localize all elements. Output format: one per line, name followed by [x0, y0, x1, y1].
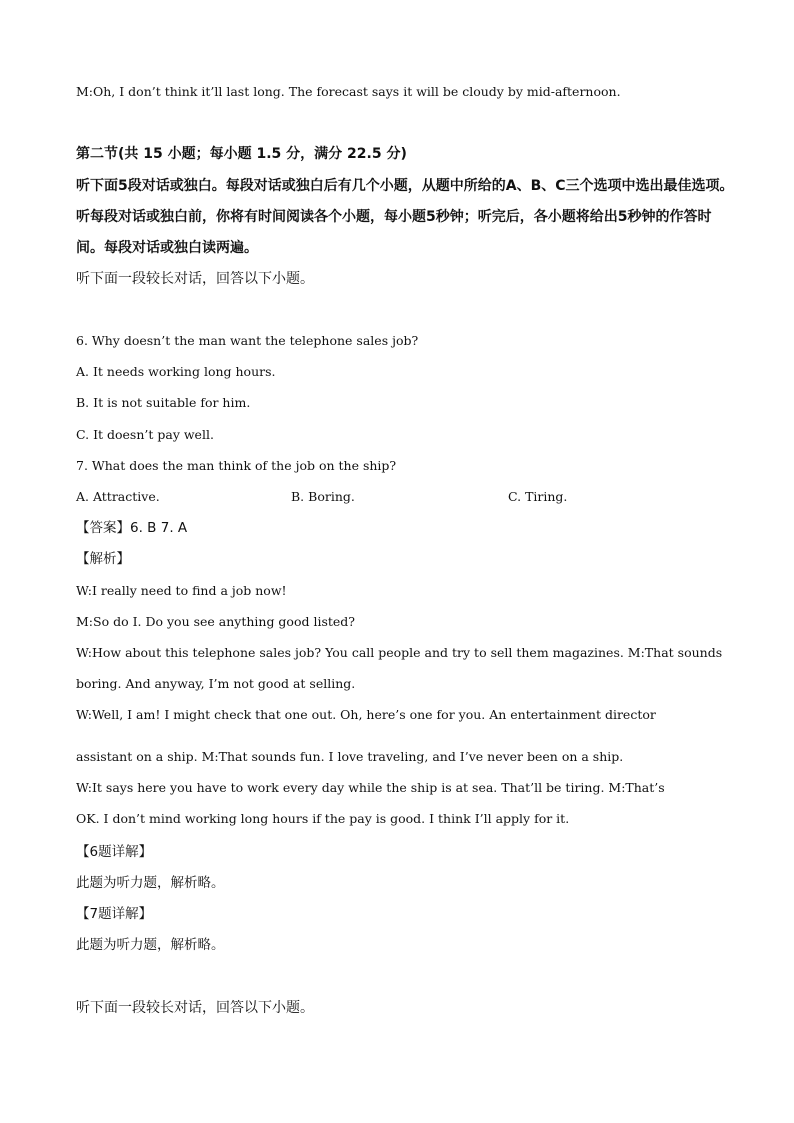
- q6-option-a: A. It needs working long hours.: [76, 364, 276, 379]
- instruction-line-2: 听每段对话或独白前，你将有时间阅读各个小题，每小题5秒钟；听完后，各小题将给出5秒钟的作答时: [76, 209, 712, 225]
- question-6: 6. Why doesn’t the man want the telephone sales job?: [76, 333, 419, 348]
- instruction-line-3: 间。每段对话或独白读两遍。: [76, 240, 258, 256]
- detail-6-label: 【6题详解】: [76, 844, 153, 860]
- intro-line-1: 听下面一段较长对话，回答以下小题。: [76, 271, 314, 287]
- q7-option-c: C. Tiring.: [508, 489, 568, 504]
- detail-6-text: 此题为听力题，解析略。: [76, 875, 225, 891]
- q7-option-b: B. Boring.: [291, 489, 355, 504]
- transcript-line-1: W:I really need to find a job now!: [76, 583, 287, 598]
- transcript-line-2: M:So do I. Do you see anything good listed?: [76, 614, 355, 629]
- transcript-line-7: W:It says here you have to work every day while the ship is at sea. That’ll be tiring. M:That’s: [76, 780, 665, 795]
- analysis-label: 【解析】: [76, 551, 130, 567]
- transcript-line-5: W:Well, I am! I might check that one out. Oh, here’s one for you. An entertainment director: [76, 707, 656, 722]
- detail-7-text: 此题为听力题，解析略。: [76, 937, 225, 953]
- answer-line: 【答案】6. B 7. A: [76, 520, 188, 536]
- question-7: 7. What does the man think of the job on the ship?: [76, 458, 397, 473]
- transcript-line-6: assistant on a ship. M:That sounds fun. I love traveling, and I’ve never been on a ship.: [76, 749, 624, 764]
- instruction-line-1: 听下面5段对话或独白。每段对话或独白后有几个小题，从题中所给的A、B、C三个选项中选出最佳选项。: [76, 178, 734, 194]
- q7-option-a: A. Attractive.: [76, 489, 160, 504]
- intro-line-2: 听下面一段较长对话，回答以下小题。: [76, 1000, 314, 1016]
- q6-option-b: B. It is not suitable for him.: [76, 395, 251, 410]
- dialogue-line-top: M:Oh, I don’t think it’ll last long. The forecast says it will be cloudy by mid-afternoon.: [76, 84, 621, 99]
- transcript-line-3: W:How about this telephone sales job? You call people and try to sell them magazines. M:That sounds: [76, 645, 723, 660]
- transcript-line-4: boring. And anyway, I’m not good at selling.: [76, 676, 356, 691]
- section-title: 第二节(共 15 小题；每小题 1.5 分，满分 22.5 分): [76, 146, 407, 162]
- transcript-line-8: OK. I don’t mind working long hours if the pay is good. I think I’ll apply for it.: [76, 811, 570, 826]
- q6-option-c: C. It doesn’t pay well.: [76, 427, 214, 442]
- detail-7-label: 【7题详解】: [76, 906, 153, 922]
